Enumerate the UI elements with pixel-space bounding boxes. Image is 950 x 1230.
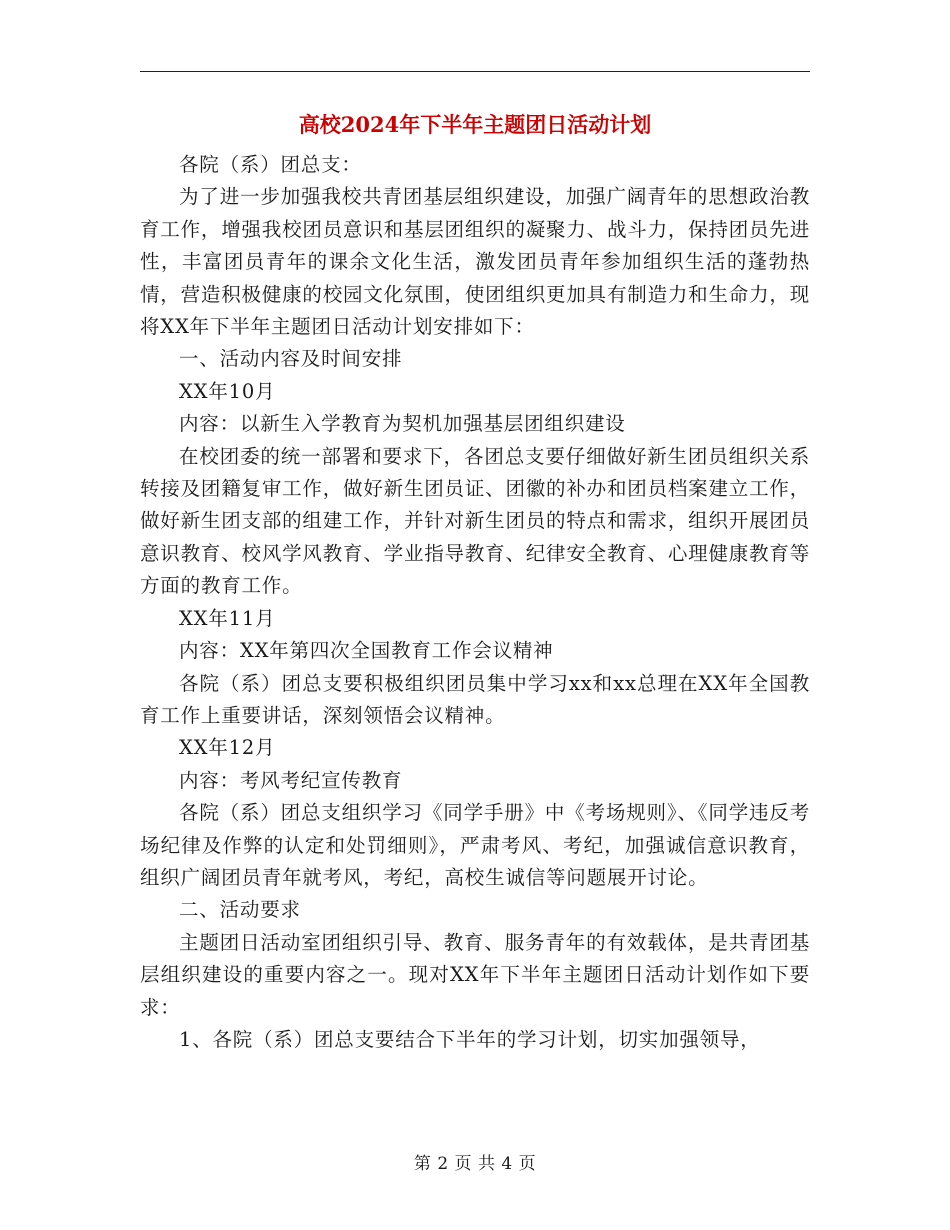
section-heading: 一、活动内容及时间安排 xyxy=(179,347,403,371)
page-footer xyxy=(0,1152,950,1176)
paragraph: 在校团委的统一部署和要求下，各团总支要仔细做好新生团员组织关系转接及团籍复审工作，做好新生团员证、团徽的补办和团员档案建立工作，做好新生团支部的组建工作，并针对新生团员的特点和需求，组织开展团员意识教育、校风学风教育、学业指导教育、纪律安全教育、心理健康教育等方面的教育工作。 xyxy=(140,444,810,598)
paragraph: 1、各院（系）团总支要结合下半年的学习计划，切实加强领导， xyxy=(179,1027,761,1051)
month-heading: XX年11月 xyxy=(179,606,276,630)
paragraph: 主题团日活动室团组织引导、教育、服务青年的有效载体，是共青团基层组织建设的重要内容之一。现对XX年下半年主题团日活动计划作如下要求： xyxy=(140,930,810,1019)
footer-label: 第 xyxy=(413,1154,432,1174)
document-title: 高校2024年下半年主题团日活动计划 xyxy=(298,112,652,137)
paragraph: 内容：以新生入学教育为契机加强基层团组织建设 xyxy=(179,412,626,436)
header-rule xyxy=(140,71,810,72)
paragraph: 各院（系）团总支组织学习《同学手册》中《考场规则》、《同学违反考场纪律及作弊的认定和处罚细则》，严肃考风、考纪，加强诚信意识教育，组织广阔团员青年就考风，考纪，高校生诚信等问题展开讨论。 xyxy=(140,801,810,889)
footer-label: 共 xyxy=(477,1154,496,1174)
month-heading: XX年10月 xyxy=(179,379,276,403)
paragraph: 各院（系）团总支要积极组织团员集中学习xx和xx总理在XX年全国教育工作上重要讲话，深刻领悟会议精神。 xyxy=(140,671,810,727)
paragraph: 为了进一步加强我校共青团基层组织建设，加强广阔青年的思想政治教育工作，增强我校团员意识和基层团组织的凝聚力、战斗力，保持团员先进性，丰富团员青年的课余文化生活，激发团员青年参加组织生活的蓬勃热情，营造积极健康的校园文化氛围，使团组织更加具有制造力和生命力，现将XX年下半年主题团日活动计划安排如下： xyxy=(140,185,810,339)
footer-label: 页 xyxy=(518,1154,537,1174)
document-body xyxy=(140,149,810,1056)
total-page-count: 4 xyxy=(501,1154,513,1174)
current-page-number: 2 xyxy=(437,1154,449,1174)
footer-label: 页 xyxy=(454,1154,473,1174)
paragraph: 各院（系）团总支： xyxy=(179,153,362,176)
month-heading: XX年12月 xyxy=(179,736,276,760)
section-heading: 二、活动要求 xyxy=(179,898,301,922)
paragraph: 内容：XX年第四次全国教育工作会议精神 xyxy=(179,639,554,663)
paragraph: 内容：考风考纪宣传教育 xyxy=(179,768,403,792)
